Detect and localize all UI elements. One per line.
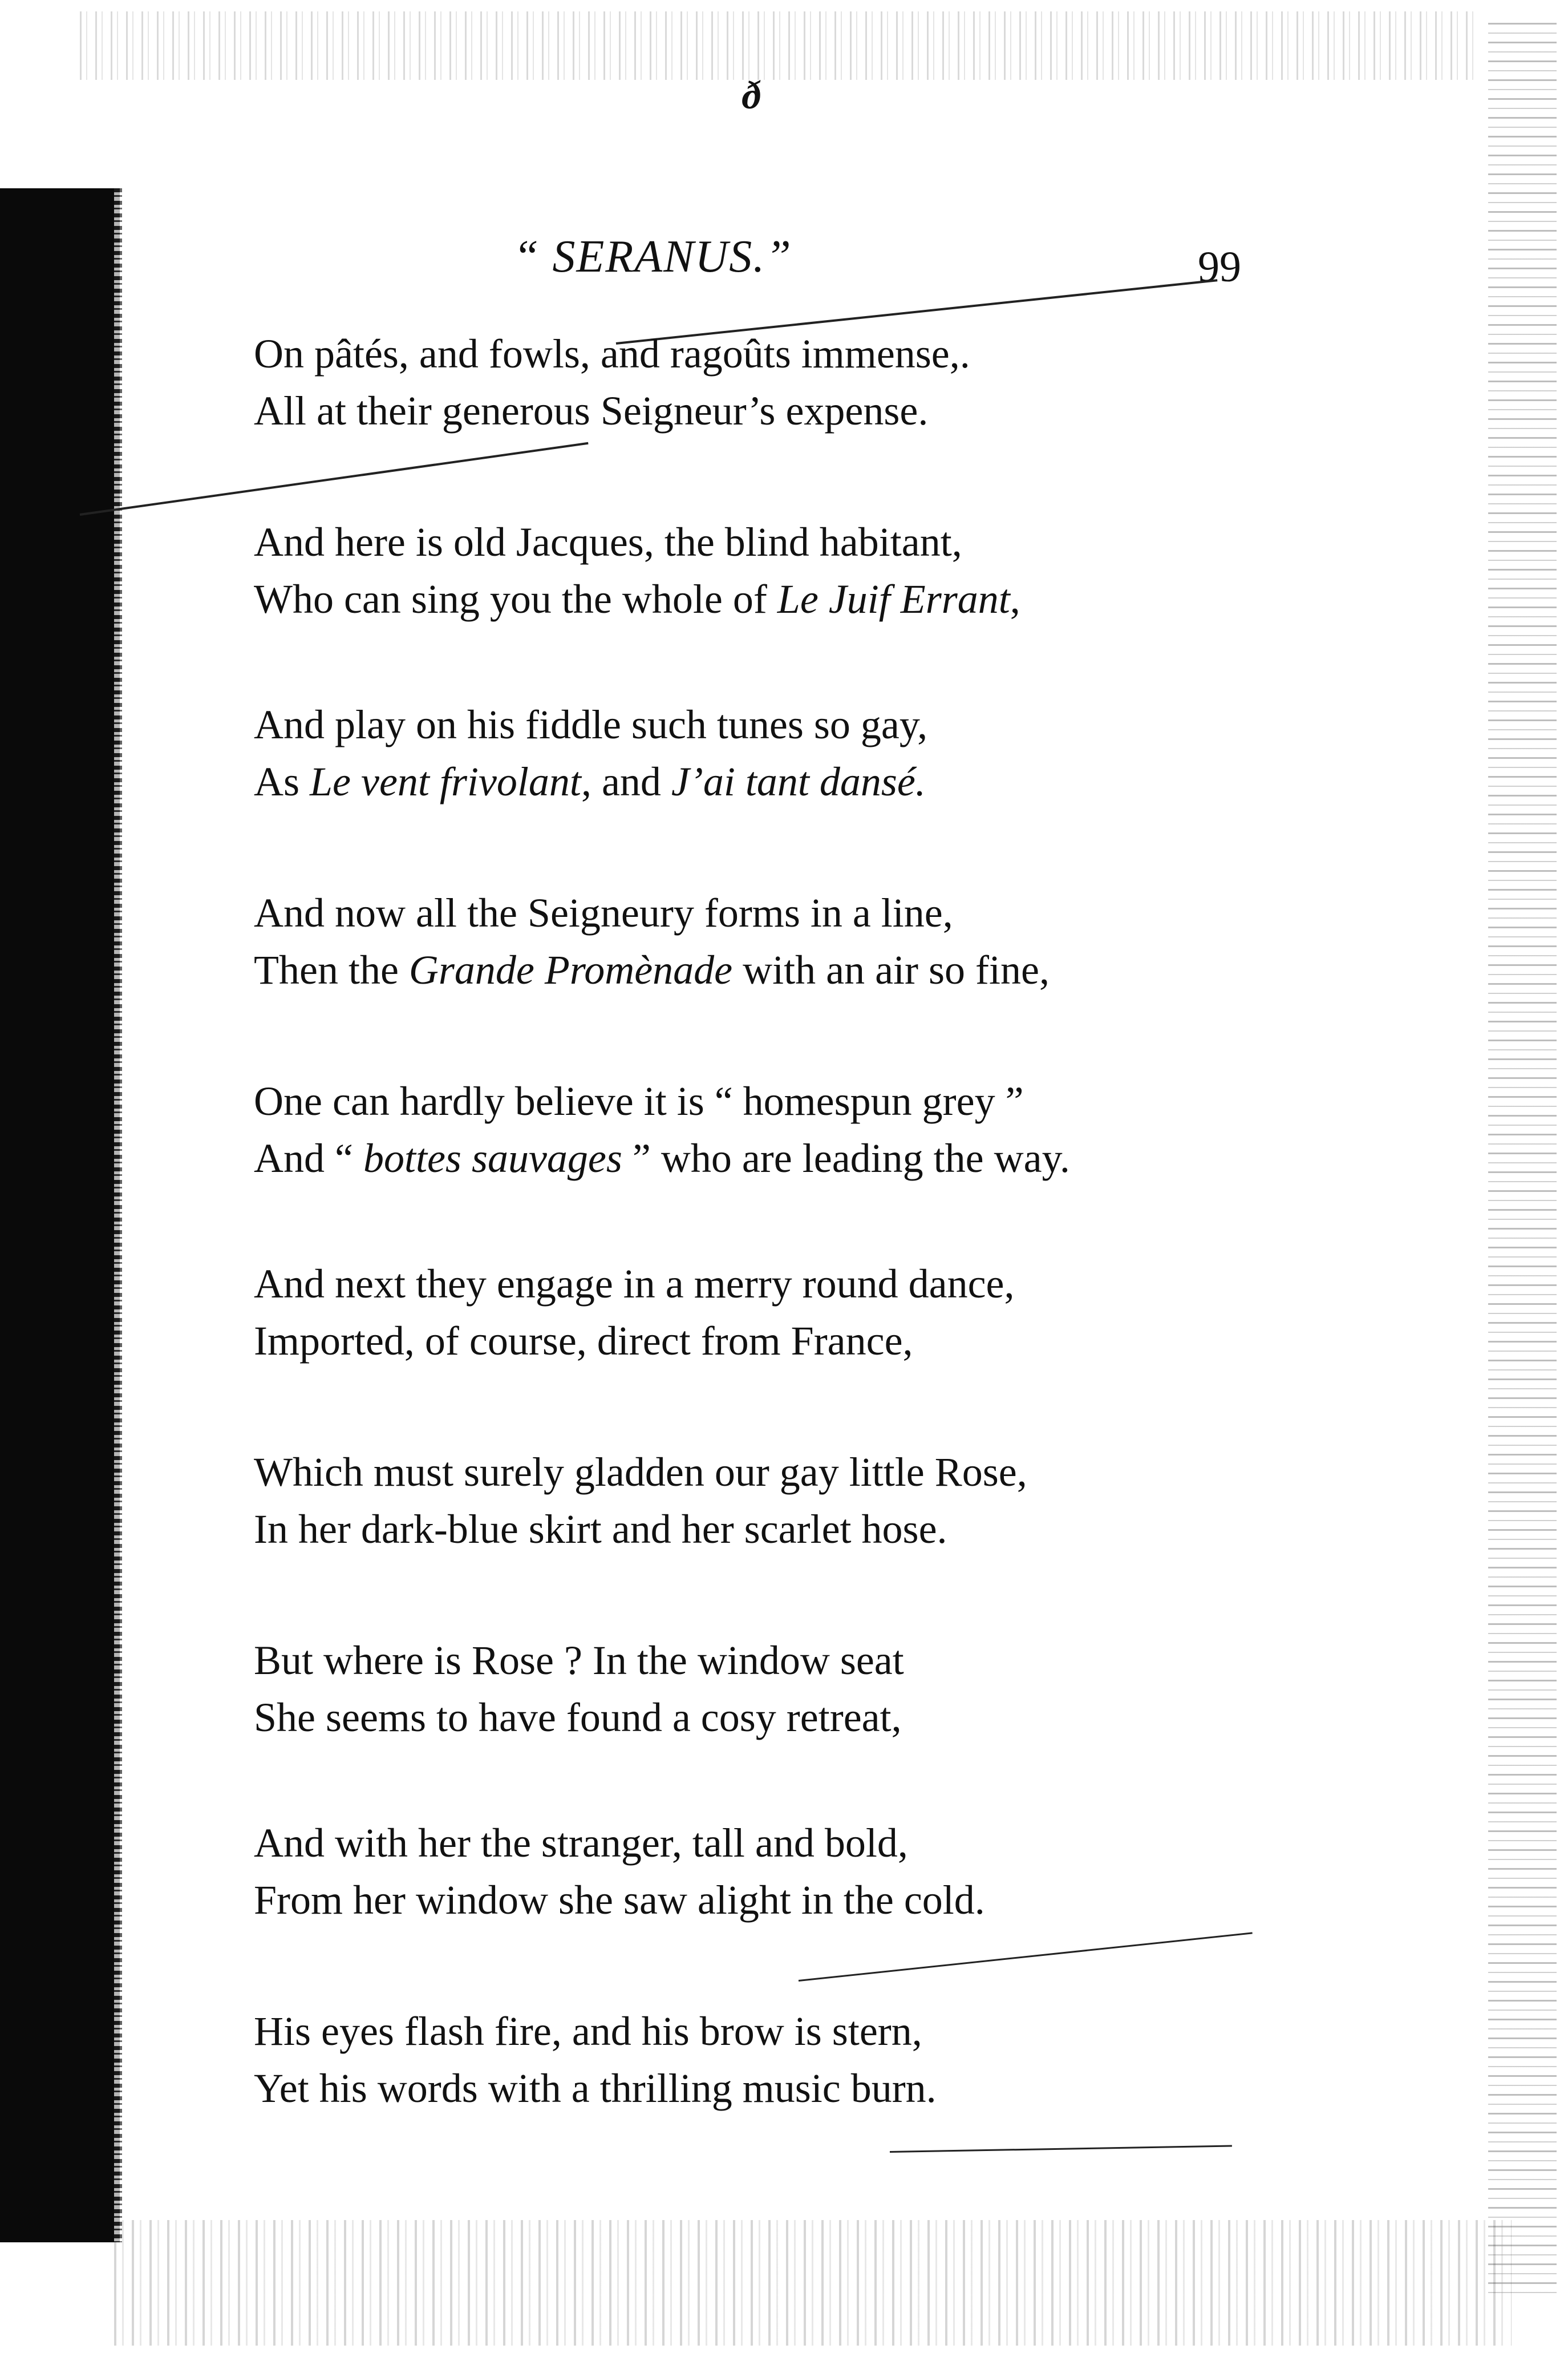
verse-text: Then the xyxy=(254,947,409,993)
verse-line xyxy=(254,753,927,810)
verse-text: , and xyxy=(581,759,671,804)
verse-text: And now all the Seigneury forms in a line, xyxy=(254,890,953,936)
scan-scratch-line xyxy=(799,1932,1253,1982)
verse-line xyxy=(254,1632,904,1689)
stanza xyxy=(254,1814,985,1929)
italic-title: bottes sauvages xyxy=(363,1135,622,1181)
stanza xyxy=(254,325,970,439)
scan-binding-edge xyxy=(114,188,122,2242)
stanza xyxy=(254,1632,904,1746)
page-number: 99 xyxy=(1198,243,1241,291)
scan-scratch-line xyxy=(80,442,589,516)
scan-noise-bottom xyxy=(114,2220,1512,2346)
verse-text: Who can sing you the whole of xyxy=(254,576,777,622)
italic-title: Grande Promènade xyxy=(408,947,733,993)
verse-line xyxy=(254,571,1020,628)
verse-line xyxy=(254,696,927,753)
verse-line xyxy=(254,325,970,382)
scan-noise-right xyxy=(1488,23,1557,2294)
verse-text: From her window she saw alight in the cold. xyxy=(254,1877,985,1923)
verse-text: And next they engage in a merry round dance, xyxy=(254,1261,1015,1307)
verse-line xyxy=(254,941,1050,998)
stanza xyxy=(254,1255,1015,1369)
verse-text: ” who are leading the way. xyxy=(622,1135,1070,1181)
stanza xyxy=(254,1444,1027,1558)
stanza xyxy=(254,696,927,810)
scan-scratch-line xyxy=(890,2145,1232,2153)
verse-line xyxy=(254,1501,1027,1558)
verse-text: But where is Rose ? In the window seat xyxy=(254,1638,904,1683)
verse-text: And with her the stranger, tall and bold, xyxy=(254,1820,908,1866)
header-mark: ð xyxy=(742,74,761,118)
verse-text: Imported, of course, direct from France, xyxy=(254,1318,913,1364)
italic-title: Le vent frivolant xyxy=(310,759,581,804)
verse-text: And here is old Jacques, the blind habitant, xyxy=(254,519,962,565)
verse-line xyxy=(254,1444,1027,1501)
verse-line xyxy=(254,1130,1070,1187)
verse-text: In her dark-blue skirt and her scarlet hose. xyxy=(254,1506,947,1552)
verse-text: with an air so fine, xyxy=(732,947,1050,993)
verse-line xyxy=(254,1871,985,1929)
verse-text: Which must surely gladden our gay little Rose, xyxy=(254,1449,1027,1495)
stanza xyxy=(254,514,1020,628)
verse-text: , xyxy=(1010,576,1020,622)
verse-text: On pâtés, and fowls, and ragoûts immense,. xyxy=(254,331,970,377)
running-head: “ SERANUS.” xyxy=(513,232,792,282)
verse-text: One can hardly believe it is “ homespun grey ” xyxy=(254,1078,1024,1124)
verse-line xyxy=(254,1689,904,1746)
verse-line xyxy=(254,1255,1015,1312)
verse-line xyxy=(254,514,1020,571)
verse-text: And “ xyxy=(254,1135,363,1181)
italic-title: J’ai tant dansé. xyxy=(671,759,926,804)
verse-line xyxy=(254,1073,1070,1130)
verse-line xyxy=(254,382,970,439)
verse-text: His eyes flash fire, and his brow is stern, xyxy=(254,2008,922,2054)
verse-text: And play on his fiddle such tunes so gay, xyxy=(254,702,928,747)
stanza xyxy=(254,2003,937,2117)
stanza xyxy=(254,884,1050,998)
verse-line xyxy=(254,1814,985,1871)
verse-line xyxy=(254,1312,1015,1369)
verse-text: All at their generous Seigneur’s expense. xyxy=(254,388,929,434)
stanza xyxy=(254,1073,1070,1187)
scan-noise-top xyxy=(80,11,1477,80)
verse-line xyxy=(254,2003,937,2060)
verse-line xyxy=(254,884,1050,941)
italic-title: Le Juif Errant xyxy=(777,576,1010,622)
scan-binding-shadow xyxy=(0,188,120,2242)
verse-text: She seems to have found a cosy retreat, xyxy=(254,1695,902,1740)
verse-text: As xyxy=(254,759,310,804)
verse-text: Yet his words with a thrilling music burn. xyxy=(254,2065,937,2111)
verse-line xyxy=(254,2060,937,2117)
